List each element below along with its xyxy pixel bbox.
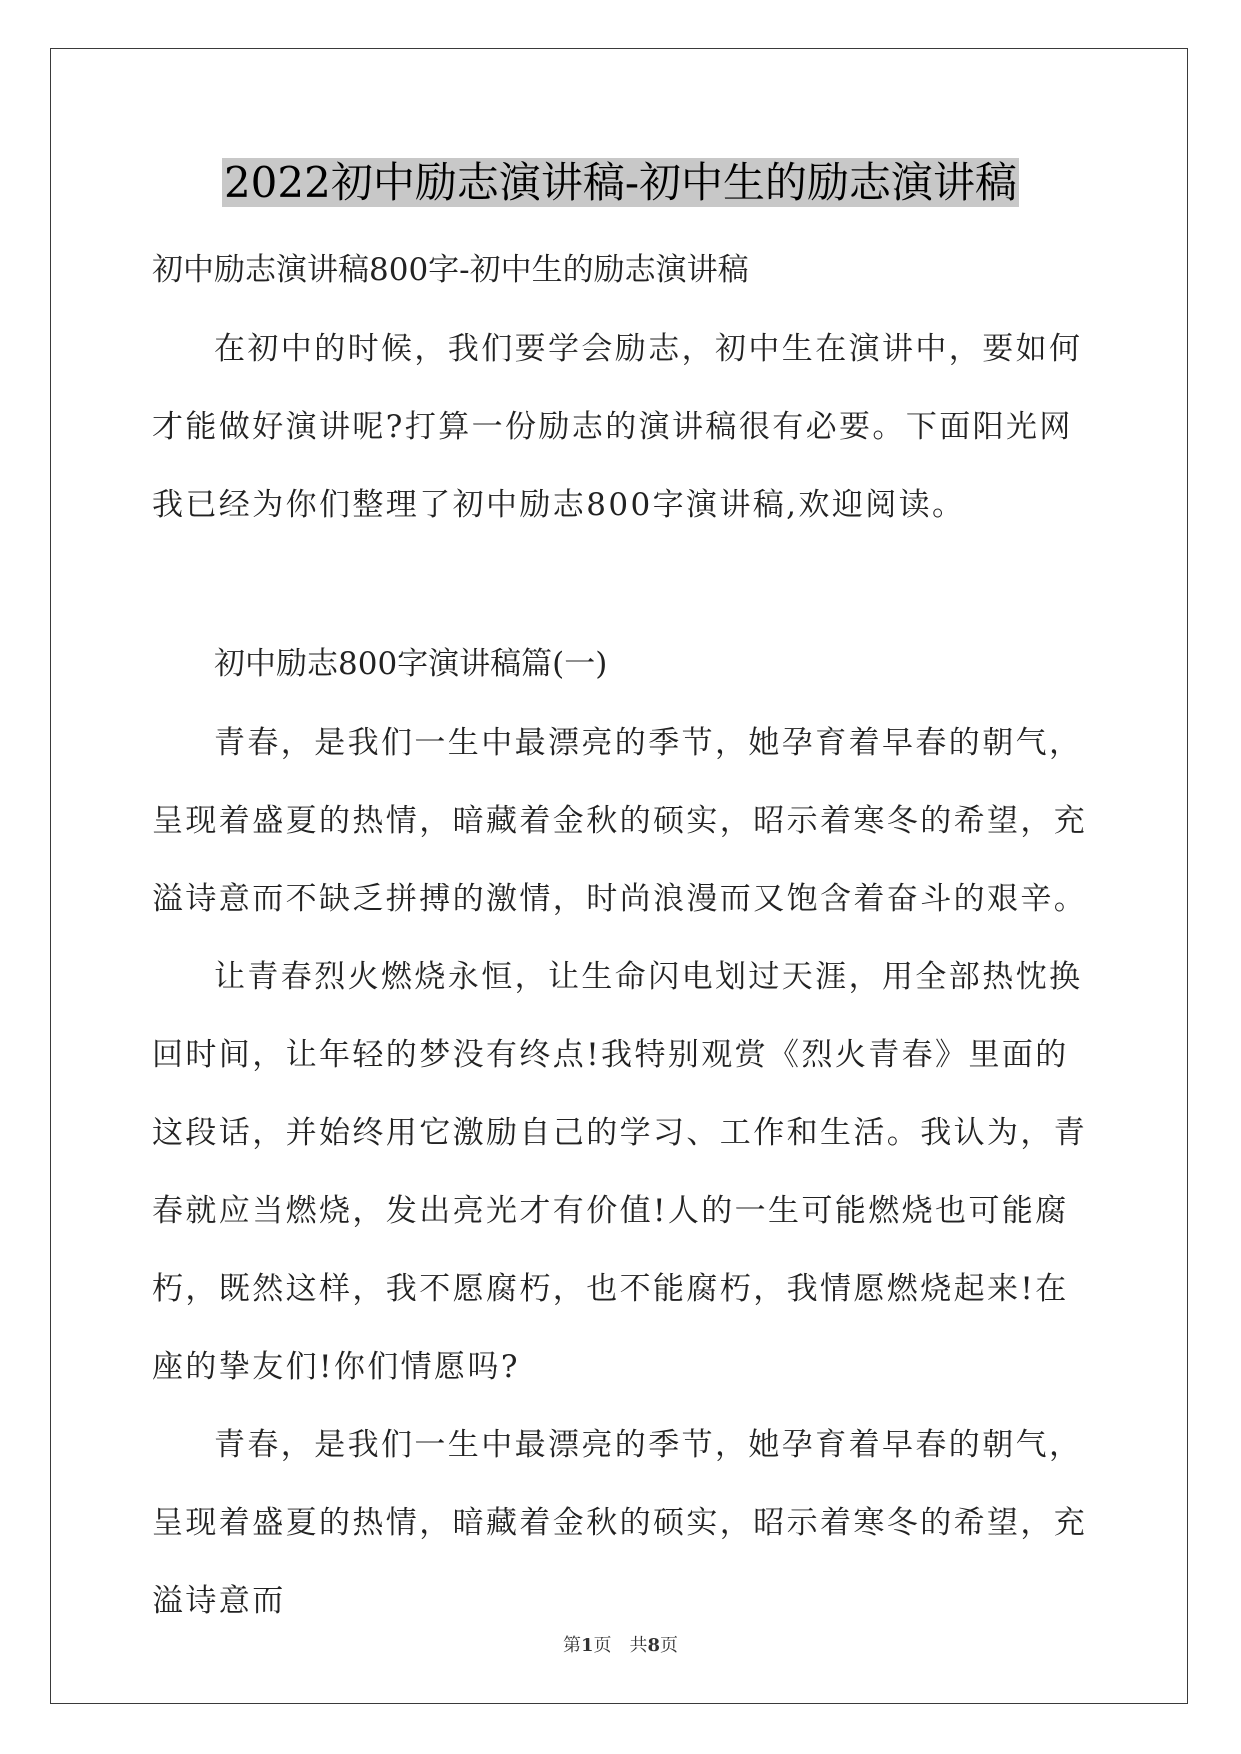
document-body <box>152 230 1092 1640</box>
intro-paragraph: 在初中的时候，我们要学会励志，初中生在演讲中，要如何才能做好演讲呢?打算一份励志的演讲稿很有必要。下面阳光网我已经为你们整理了初中励志800字演讲稿,欢迎阅读。 <box>152 331 1083 523</box>
footer-suffix: 页 <box>660 1635 679 1656</box>
footer-total-pages: 8 <box>647 1635 661 1656</box>
document-subtitle: 初中励志演讲稿800字-初中生的励志演讲稿 <box>152 252 749 288</box>
body-paragraph: 青春，是我们一生中最漂亮的季节，她孕育着早春的朝气，呈现着盛夏的热情，暗藏着金秋的硕实，昭示着寒冬的希望，充溢诗意而 <box>152 1427 1088 1619</box>
body-paragraph: 让青春烈火燃烧永恒，让生命闪电划过天涯，用全部热忱换回时间，让年轻的梦没有终点!我特别观赏《烈火青春》里面的这段话，并始终用它激励自己的学习、工作和生活。我认为，青春就应当燃烧，发出亮光才有价值!人的一生可能燃烧也可能腐朽，既然这样，我不愿腐朽，也不能腐朽，我情愿燃烧起来!在座的挚友们!你们情愿吗? <box>152 959 1088 1385</box>
body-paragraph: 青春，是我们一生中最漂亮的季节，她孕育着早春的朝气，呈现着盛夏的热情，暗藏着金秋的硕实，昭示着寒冬的希望，充溢诗意而不缺乏拼搏的激情，时尚浪漫而又饱含着奋斗的艰辛。 <box>152 725 1088 917</box>
footer-current-page: 1 <box>580 1635 594 1656</box>
footer-middle: 页 共 <box>593 1635 648 1656</box>
document-title <box>0 154 1241 212</box>
footer-prefix: 第 <box>562 1635 581 1656</box>
document-title-text: 2022初中励志演讲稿-初中生的励志演讲稿 <box>223 158 1018 207</box>
section-heading: 初中励志800字演讲稿篇(一) <box>214 646 608 682</box>
page-footer <box>0 1631 1241 1657</box>
